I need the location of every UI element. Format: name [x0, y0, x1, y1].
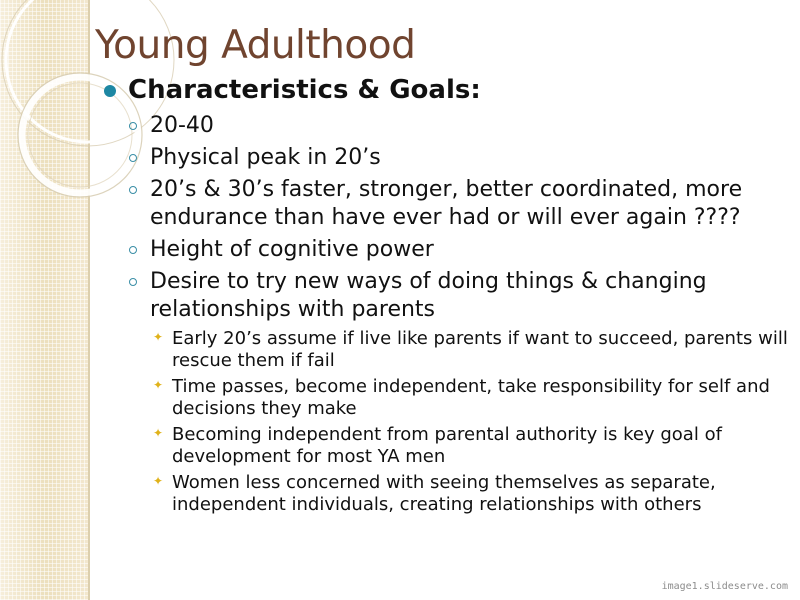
- ring-bullet-icon: [129, 186, 137, 194]
- bullet-text: 20’s & 30’s faster, stronger, better coordinated, more endurance than have ever had or will ever again ????: [150, 177, 743, 230]
- sub-bullet-text: Becoming independent from parental authority is key goal of development for most YA men: [172, 424, 722, 467]
- filled-circle-bullet-icon: [104, 85, 116, 97]
- watermark-text: image1.slideserve.com: [661, 581, 788, 592]
- sub-bullet-text: Time passes, become independent, take responsibility for self and decisions they make: [172, 376, 770, 419]
- sub-bullet-text: Women less concerned with seeing themselves as separate, independent individuals, creating relationships with others: [172, 472, 716, 515]
- bullet-item: [104, 144, 794, 172]
- bullet-text: Desire to try new ways of doing things & changing relationships with parents: [150, 269, 707, 322]
- sub-bullet-item: [104, 376, 794, 420]
- heading-text: Characteristics & Goals:: [128, 75, 481, 105]
- bullet-text: Height of cognitive power: [150, 237, 434, 262]
- bullet-item: [104, 236, 794, 264]
- bullet-item: [104, 112, 794, 140]
- heading-bullet: [104, 72, 794, 108]
- bullet-text: Physical peak in 20’s: [150, 145, 381, 170]
- bullet-item: [104, 176, 794, 232]
- sub-bullet-item: [104, 424, 794, 468]
- slide-content: [104, 72, 794, 520]
- slide-title: Young Adulthood: [95, 23, 416, 68]
- ring-bullet-icon: [129, 122, 137, 130]
- star-bullet-icon: ✦: [153, 378, 164, 392]
- star-bullet-icon: ✦: [153, 474, 164, 488]
- bullet-item: [104, 268, 794, 324]
- ring-bullet-icon: [129, 246, 137, 254]
- ring-bullet-icon: [129, 278, 137, 286]
- sub-bullet-text: Early 20’s assume if live like parents if want to succeed, parents will rescue them if fail: [172, 328, 788, 371]
- star-bullet-icon: ✦: [153, 426, 164, 440]
- star-bullet-icon: ✦: [153, 330, 164, 344]
- bullet-text: 20-40: [150, 113, 214, 138]
- ring-bullet-icon: [129, 154, 137, 162]
- sub-bullet-item: [104, 328, 794, 372]
- sub-bullet-item: [104, 472, 794, 516]
